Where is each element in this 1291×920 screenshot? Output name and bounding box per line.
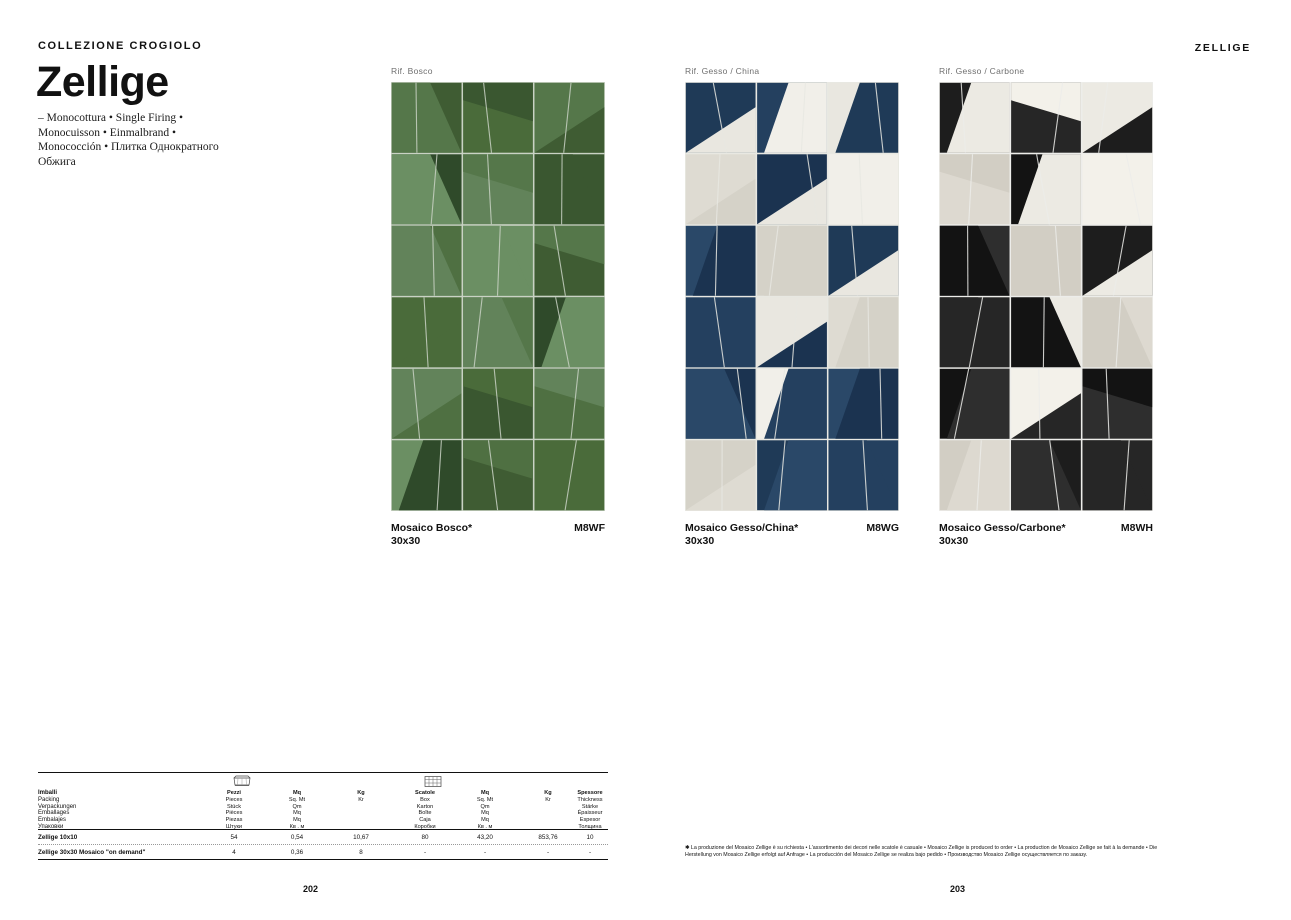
col-line: Mq	[480, 790, 490, 796]
product-caption	[391, 522, 605, 548]
page-number-left: 202	[303, 884, 319, 894]
product-size: 30x30	[685, 535, 715, 547]
packing-column-head	[526, 790, 570, 804]
row-cell: -	[483, 848, 487, 856]
col-line: Sq. Mt	[476, 796, 494, 803]
packing-column-head	[403, 790, 447, 831]
col-line: Sq. Mt	[288, 796, 306, 803]
product-code: M8WH	[1120, 522, 1153, 534]
row-cell: 853,76	[538, 833, 558, 841]
col-line: Штуки	[225, 823, 243, 830]
page-number-right: 203	[950, 884, 966, 894]
row-cell: 54	[230, 833, 238, 841]
col-line: Stärke	[581, 803, 599, 810]
row-cell: -	[588, 848, 592, 856]
row-cell: 0,36	[290, 848, 304, 856]
product-caption	[939, 522, 1153, 548]
row-cell: 4	[232, 848, 236, 856]
packing-column-head	[275, 790, 319, 831]
packing-label: Embalajes	[38, 817, 67, 824]
col-line: Karton	[416, 803, 434, 810]
col-line: Кв . м	[289, 823, 305, 830]
col-line: Caja	[419, 817, 431, 824]
packing-label: Emballages	[38, 810, 70, 817]
row-cell: -	[546, 848, 550, 856]
packing-label: Упаковки	[38, 823, 64, 830]
table-row	[38, 830, 608, 845]
col-line: Kg	[357, 790, 365, 796]
product-ref: Rif. Gesso / Carbone	[939, 66, 1025, 76]
packing-column-head	[339, 790, 383, 804]
col-line: Boîte	[418, 810, 432, 817]
row-cell: 10,67	[353, 833, 369, 841]
product-name: Mosaico Bosco*	[391, 522, 473, 534]
col-line: Kr	[545, 796, 551, 803]
row-cell: 10	[586, 833, 594, 841]
col-line: Kg	[544, 790, 552, 796]
col-line: Pieces	[225, 796, 243, 803]
packing-label: Verpackungen	[38, 803, 77, 810]
row-cell: 43,20	[477, 833, 493, 841]
page-title: Zellige	[36, 58, 169, 106]
table-row	[38, 845, 608, 860]
running-head: ZELLIGE	[1194, 42, 1251, 54]
col-line: Mq	[293, 810, 301, 817]
col-line: Толщина	[578, 823, 602, 830]
packing-label: Packing	[38, 796, 60, 803]
col-line: Qm	[480, 803, 490, 810]
row-label: Zellige 30x30 Mosaico "on demand"	[38, 848, 146, 856]
col-line: Spessore	[577, 790, 603, 796]
packing-label: Imballi	[38, 790, 58, 796]
product-size: 30x30	[939, 535, 969, 547]
packing-column-head	[568, 790, 612, 831]
product-ref: Rif. Bosco	[391, 66, 433, 76]
col-line: Kr	[358, 796, 364, 803]
row-cell: 80	[421, 833, 429, 841]
col-line: Mq	[292, 790, 302, 796]
col-line: Scatole	[415, 790, 435, 796]
col-line: Кв . м	[477, 823, 493, 830]
col-line: Qm	[292, 803, 302, 810]
packing-column-head	[463, 790, 507, 831]
col-line: Box	[420, 796, 430, 803]
carton-icon	[423, 775, 443, 788]
col-line: Pezzi	[227, 790, 241, 796]
col-line: Mq	[481, 810, 489, 817]
product-size: 30x30	[391, 535, 421, 547]
footnote: ✱ La produzione del Mosaico Zellige è su richiesta • L'assortimento dei decori nelle scatole è casuale • Mosaico Zellige is produced to order • La production de Mosaico Zellige se fait à la demande • Die Herstellung von Mosaico Zellige erfolgt auf Anfrage • La producción del Mosaico Zellige se realiza bajo pedido • Производство Mosaico Zellige осуществляется по заказу.	[685, 845, 1158, 859]
product-subtitle: – Monocottura • Single Firing • Monocuisson • Einmalbrand • Monococción • Плитка Однократного Обжига	[38, 112, 219, 168]
row-cell: -	[423, 848, 427, 856]
packing-table-header	[38, 773, 608, 829]
product-block	[939, 66, 1153, 548]
packing-table	[38, 772, 608, 860]
col-line: Коробки	[414, 823, 436, 830]
row-label: Zellige 10x10	[38, 833, 78, 841]
col-line: Stück	[227, 803, 241, 810]
product-swatch-image	[391, 82, 605, 511]
product-code: M8WF	[574, 522, 605, 534]
product-block	[391, 66, 605, 548]
col-line: Pièces	[225, 810, 243, 817]
col-line: Thickness	[577, 796, 603, 803]
packing-table-body	[38, 829, 608, 860]
product-name: Mosaico Gesso/Carbone*	[939, 522, 1066, 534]
row-cell: 0,54	[290, 833, 304, 841]
col-line: Mq	[481, 817, 489, 824]
row-cell: 8	[359, 848, 363, 856]
col-line: Espesor	[579, 817, 601, 824]
packing-row-labels	[38, 790, 76, 831]
product-caption	[685, 522, 899, 548]
product-name: Mosaico Gesso/China*	[685, 522, 799, 534]
pallet-icon	[232, 775, 252, 788]
collection-label: COLLEZIONE CROGIOLO	[38, 40, 203, 52]
product-swatch-image	[685, 82, 899, 511]
product-block	[685, 66, 899, 548]
col-line: Piezas	[225, 817, 243, 824]
col-line: Épaisseur	[577, 810, 603, 817]
col-line: Mq	[293, 817, 301, 824]
packing-column-head	[212, 790, 256, 831]
product-code: M8WG	[866, 522, 899, 534]
product-swatch-image	[939, 82, 1153, 511]
product-ref: Rif. Gesso / China	[685, 66, 760, 76]
packing-icons-row	[38, 775, 608, 789]
